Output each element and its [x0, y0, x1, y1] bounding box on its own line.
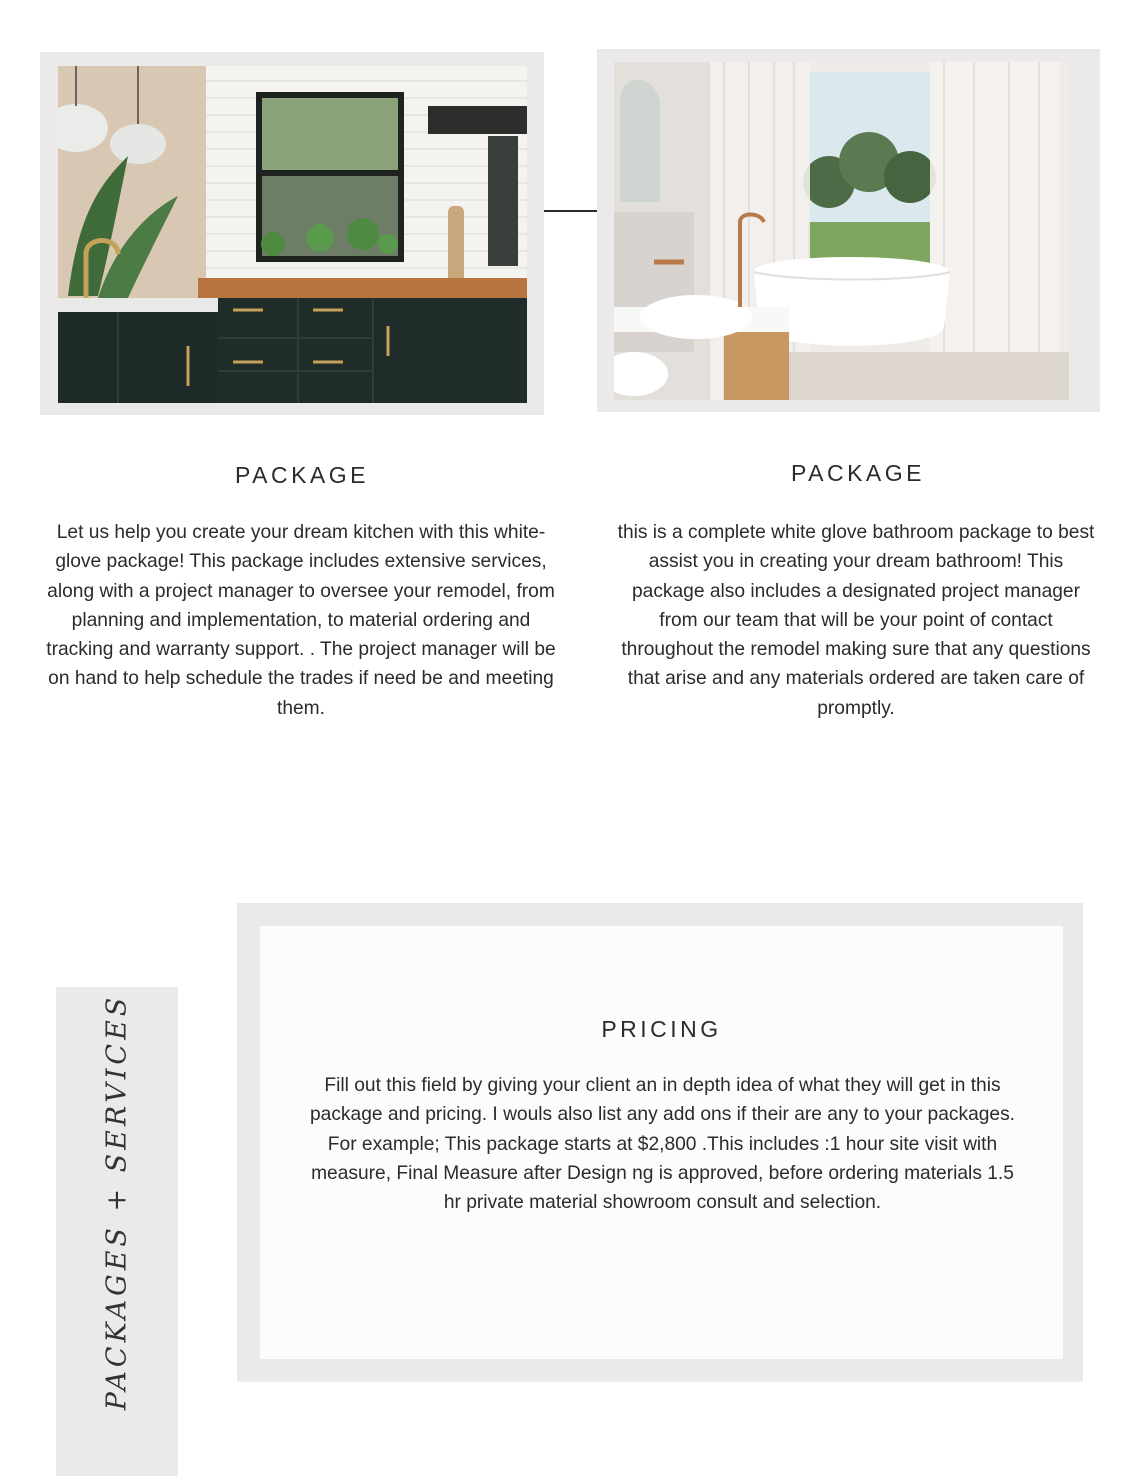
pricing-heading: PRICING	[601, 1016, 722, 1042]
connector-line	[544, 210, 598, 212]
bathroom-photo	[614, 62, 1069, 400]
pricing-description: Fill out this field by giving your client an in depth idea of what they will get in this package and pricing. I wouls also list any add ons if their are any to your packages. For example; This package starts at $2,800 .This includes :1 hour site visit with measure, Final Measure after Design ng is approved, before ordering materials 1.5 hr private material showroom consult and selection.	[310, 1075, 1016, 1214]
pricing-panel	[260, 926, 1063, 1359]
bathroom-package-heading: PACKAGE	[791, 460, 925, 486]
kitchen-package-description: Let us help you create your dream kitchen with this white-glove package! This package includes extensive services, along with a project manager to oversee your remodel, from planning and implementation, to material ordering and tracking and warranty support. . The project manager will be on hand to help schedule the trades if need be and meeting them.	[46, 522, 556, 719]
bathroom-package-description: this is a complete white glove bathroom package to best assist you in creating your dream bathroom! This package also includes a designated project manager from our team that will be your point of contact throughout the remodel making sure that any questions that arise and any materials ordered are taken care of promptly.	[617, 522, 1095, 719]
side-tab-label: PACKAGES + SERVICES	[101, 993, 133, 1411]
kitchen-package-heading: PACKAGE	[235, 462, 369, 488]
kitchen-photo	[58, 66, 527, 403]
